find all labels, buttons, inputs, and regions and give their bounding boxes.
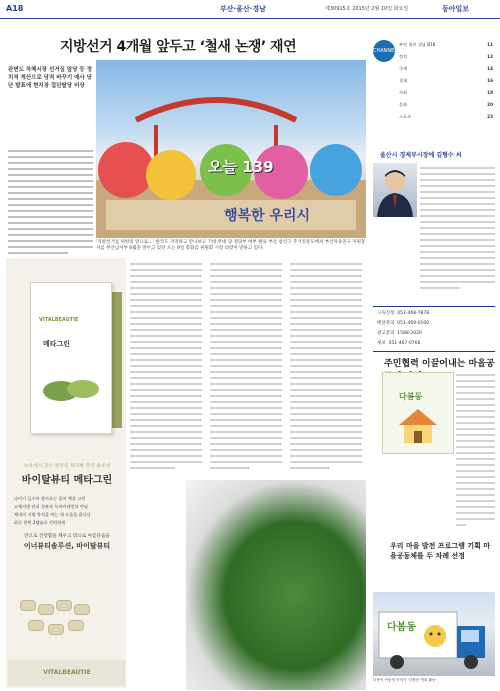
brief-body [420,165,495,300]
newspaper-brand: 동아일보 [442,5,470,13]
article-body-col-1 [8,148,93,258]
photo-banner-text: 오늘 139 [208,158,274,176]
contact-phone[interactable]: 051-468-7878 [397,311,430,316]
index-label: 국제 [399,66,408,71]
index-row[interactable] [399,66,495,72]
truck-illustration [373,592,495,676]
index-page: 16 [487,78,493,83]
product-brand: VITALBEAUTIE [39,317,79,323]
text-lines [456,372,495,537]
contact-row [377,330,422,336]
product-photo [186,480,366,690]
index-label: 경제 [399,78,408,83]
capsule-icon [20,600,36,611]
index-row[interactable] [399,114,495,120]
truck-caption: 다봄이 여동생 이야기 ‘다봄동 벽화 활동’ [373,678,437,682]
capsule-icon [68,620,84,631]
contact-phone[interactable]: 1588-2020 [397,331,422,336]
contact-label: 구독신청 [377,311,395,316]
text-lines [130,260,365,480]
page-header [0,0,500,19]
index-page: 18 [487,90,493,95]
section-title: 부산·울산·경남 [220,5,266,13]
poster-title: 다봄동 [399,392,423,401]
ad-tagline: 녹차에서 찾은 천연의 체지방 관리 솔루션 [23,464,111,469]
truck-photo [373,592,495,676]
article-headline: 지방선거 4개월 앞두고 ‘철새 논쟁’ 재연 [60,39,297,55]
ad-bullet: 고체지방 관리 성분과 녹차카테킨의 만남 [14,504,89,509]
article-body-cols [130,260,365,480]
index-row[interactable] [399,90,495,96]
contact-phone[interactable]: 051-469-0100 [397,321,430,326]
capsule-icon [48,624,64,635]
index-label: 정치 [399,54,408,59]
contact-label: 제보 [377,341,386,346]
text-lines [420,165,495,300]
contact-row [377,310,429,316]
capsule-icon [56,600,72,611]
index-row[interactable] [399,54,495,60]
index-label: 부산 울산 경남 B18 [399,42,436,47]
index-page: 11 [487,42,493,47]
index-row[interactable] [399,102,495,108]
feature-headline: 주민협력 이끌어내는 마을공 [384,359,495,369]
channel-logo: CHANNEL A [373,40,395,62]
index-page: 20 [487,102,493,107]
ad-bullet-list [14,495,124,527]
event-photo [96,60,366,238]
index-label: 사회 [399,90,408,95]
index-page: 12 [487,54,493,59]
truck-label: 다봄동 [387,622,416,633]
tea-leaf-icon [39,373,103,407]
contact-label: 배달문의 [377,321,395,326]
page-number: A18 [6,4,24,13]
portrait-photo [373,163,417,217]
section-index [373,40,495,145]
index-page: 22 [487,114,493,119]
ad-bullet: 나이가 들수록 찾아오는 줄어 뱃살 고민 [14,496,86,501]
index-row[interactable] [399,78,495,84]
product-box [30,282,112,434]
capsule-icon [74,604,90,615]
ad-slogan: 안으로 건강함을 채우고 밖으로 아름다움을 [24,534,110,539]
photo-caption: ‘지방선거를 위한의 앞으로…’ 한국도 지역하고 만나보고 기대 무대 당 정당부 여부 발표 부산 창선구 주거진흥도에서 부산자유연구 자원봉사를 부산남서부 6월을 앞두고 있던 오는 9일 총화를 위원회 시장 의장이 말하고 있다. [96,240,366,251]
ad-bullet: 체내의 지방 축적을 막는 데 도움을 줍니다 [14,512,91,517]
capsule-icon [38,604,54,615]
ad-slogan-title: 이너뷰티솔루션, 바이탈뷰티 [23,542,111,550]
ad-brand-logo: VITALBEAUTIE [8,660,126,686]
article-lead: 관변도 차체시장 선거실 앞당 등 정치적 계산으로 당적 바꾸기 예사 당단 발표에 현지장 집단탈당 비상 [8,67,92,89]
contact-box [373,306,495,352]
photo-sign-text: 행복한 우리시 [224,208,311,224]
village-poster [382,372,454,454]
index-label: 스포츠 [399,114,412,119]
index-label: 문화 [399,102,408,107]
person-icon [373,163,417,217]
capsule-icon [28,620,44,631]
product-name: 메타그린 [43,340,71,348]
feature-subheadline: 우리 마을 발전 프로그램 기획 마을공동체를 두 차례 선정 [390,542,491,560]
news-brief-headline: 울산시 경제부시장에 김형수 씨 [380,152,462,159]
text-lines [8,148,93,258]
ad-bullet: 하루 한번 2캡슐로 간편하게 [14,520,66,525]
contact-phone[interactable]: 051-467-0766 [388,341,421,346]
index-page: 14 [487,66,493,71]
feature-body-right [456,372,495,537]
index-row[interactable] [399,42,495,48]
ad-product-title: 바이탈뷰티 메타그린 [21,475,113,486]
contact-label: 광고문의 [377,331,395,336]
house-icon [395,405,441,445]
issue-info: 제30915호 2015년 2월 10일 화요일 [325,6,409,12]
contact-row [377,320,429,326]
contact-row [377,340,420,346]
